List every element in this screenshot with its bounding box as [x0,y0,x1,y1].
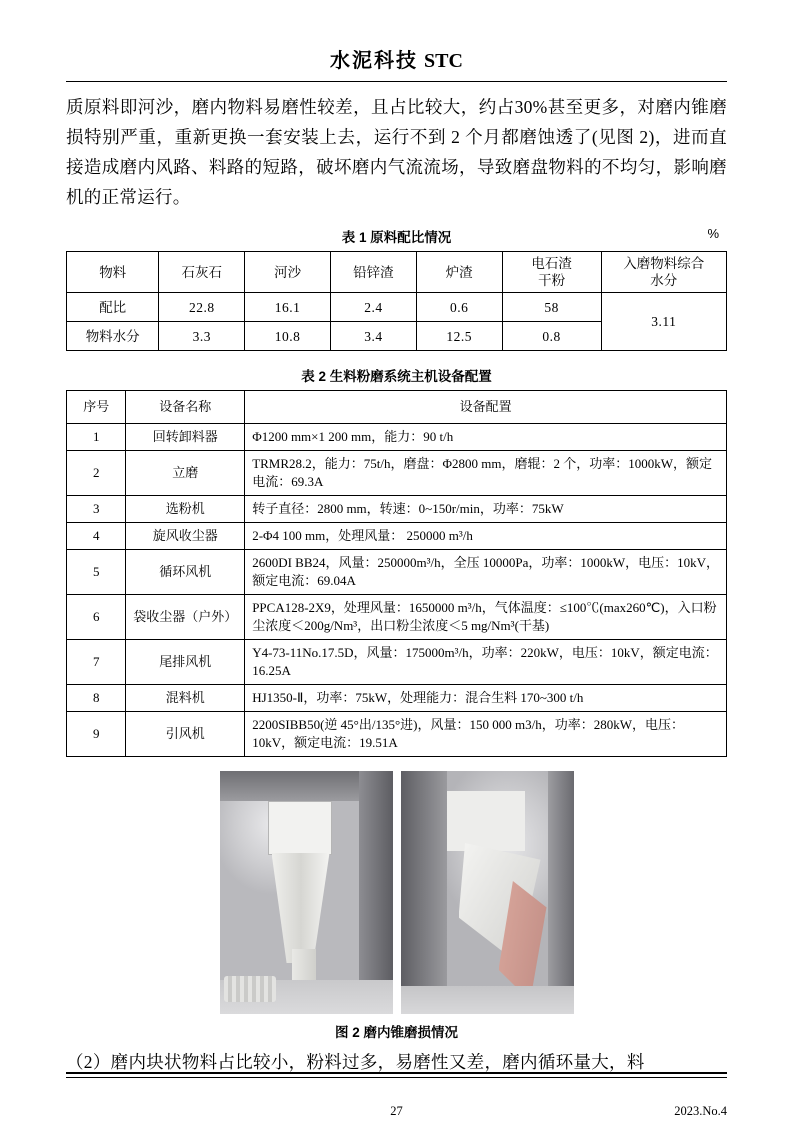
table2-row1-config: TRMR28.2，能力：75t/h，磨盘：Φ2800 mm，磨辊：2 个，功率：1000kW，额定电流：69.3A [245,451,727,496]
table2-row1-no: 2 [67,451,126,496]
table1-header-3: 铅锌渣 [330,252,416,293]
table1-header-6-line2: 水分 [650,273,678,288]
table1-row1-cell2: 3.4 [330,322,416,351]
table-row [67,451,727,496]
footer-divider-thick [66,1072,727,1074]
photo-left-mill-cone-wear [220,771,393,1014]
table2-row1-name: 立磨 [126,451,245,496]
table1-caption [66,226,727,246]
figure-2-images [66,771,727,1014]
table1-row0-cell0: 22.8 [159,293,245,322]
photo-left-pipe [224,976,276,1002]
footer-divider-thin [66,1077,727,1078]
table2-row8-no: 9 [67,712,126,757]
table1-row0-cell3: 0.6 [416,293,502,322]
raw-material-ratio-table [66,251,727,351]
table2-row8-config: 2200SIBB50(逆 45°出/135°进)，风量：150 000 m3/h，功率：280kW，电压：10kV，额定电流：19.51A [245,712,727,757]
table1-header-0: 物料 [67,252,159,293]
table1-header-4: 炉渣 [416,252,502,293]
figure-2-caption: 图 2 磨内锥磨损情况 [334,1025,458,1040]
table2-row3-config: 2-Φ4 100 mm，处理风量： 250000 m³/h [245,523,727,550]
table1-unit: % [707,226,719,241]
page-content [66,0,727,1077]
table-row [67,424,727,451]
journal-title: 水泥科技 [330,50,419,72]
table2-header-1: 设备名称 [126,391,245,424]
table2-row6-name: 尾排风机 [126,640,245,685]
table1-row0-cell4: 58 [502,293,601,322]
table2-row2-name: 选粉机 [126,496,245,523]
table2-row7-no: 8 [67,685,126,712]
table2-row0-name: 回转卸料器 [126,424,245,451]
table1-header-6 [601,252,726,293]
table-row [67,523,727,550]
issue-label: 2023.No.4 [674,1104,727,1118]
photo-right-panel [447,791,525,851]
table1-row1-label: 物料水分 [67,322,159,351]
table2-row6-config: Y4-73-11No.17.5D，风量：175000m³/h，功率：220kW，电压：10kV，额定电流：16.25A [245,640,727,685]
table-row [67,685,727,712]
table-row [67,595,727,640]
journal-abbreviation: STC [424,50,463,72]
table2-caption [66,365,727,385]
table2-row4-config: 2600DI BB24，风量：250000m³/h，全压 10000Pa，功率：1000kW，电压：10kV，额定电流：69.04A [245,550,727,595]
table2-row4-name: 循环风机 [126,550,245,595]
photo-left-cone-duct [272,853,330,963]
table1-row1-cell3: 12.5 [416,322,502,351]
table1-row0-label: 配比 [67,293,159,322]
photo-right-left-shadow [401,771,447,1014]
body-paragraph-top: 质原料即河沙，磨内物料易磨性较差，且占比较大，约占30%甚至更多，对磨内锥磨损特别严重，重新更换一套安装上去，运行不到 2 个月都磨蚀透了(见图 2)，进而直接造成磨内风路、料路的短路，破坏磨内气流流场，导致磨盘物料的不均匀，影响磨机的正常运行。 [66,97,727,207]
table1-row1-cell0: 3.3 [159,322,245,351]
table2-row0-no: 1 [67,424,126,451]
table-row [67,496,727,523]
photo-left-panel [268,801,332,855]
table-row [67,293,727,322]
table2-row7-config: HJ1350-Ⅱ，功率：75kW，处理能力：混合生料 170~300 t/h [245,685,727,712]
table2-header-0: 序号 [67,391,126,424]
table2-row3-no: 4 [67,523,126,550]
photo-left-right-shadow [359,771,393,1014]
table1-header-2: 河沙 [245,252,331,293]
table-row [67,252,727,293]
table2-row6-no: 7 [67,640,126,685]
equipment-configuration-table [66,390,727,757]
table1-row0-cell2: 2.4 [330,293,416,322]
journal-header [66,0,727,73]
table2-row8-name: 引风机 [126,712,245,757]
photo-right-mill-cone-wear [401,771,574,1014]
table2-row0-config: Φ1200 mm×1 200 mm，能力：90 t/h [245,424,727,451]
table1-caption-text: 表 1 原料配比情况 [341,230,452,245]
body-paragraph-bottom: （2）磨内块状物料占比较小，粉料过多，易磨性又差，磨内循环量大，料 [66,1052,645,1072]
table2-row5-name: 袋收尘器（户外） [126,595,245,640]
table-row [67,640,727,685]
table1-row0-cell1: 16.1 [245,293,331,322]
table1-row1-cell1: 10.8 [245,322,331,351]
photo-right-right-shadow [548,771,574,1014]
table1-header-5 [502,252,601,293]
table-row [67,712,727,757]
table2-header-2: 设备配置 [245,391,727,424]
table2-caption-text: 表 2 生料粉磨系统主机设备配置 [301,369,492,384]
page-number: 27 [390,1104,403,1118]
table1-header-6-line1: 入磨物料综合 [623,256,705,271]
table2-row5-no: 6 [67,595,126,640]
table2-row2-no: 3 [67,496,126,523]
photo-right-floor [401,986,574,1014]
table1-header-1: 石灰石 [159,252,245,293]
table2-row2-config: 转子直径：2800 mm，转速：0~150r/min，功率：75kW [245,496,727,523]
table-row [67,391,727,424]
table2-row3-name: 旋风收尘器 [126,523,245,550]
table-row [67,550,727,595]
table1-header-5-line2: 干粉 [538,273,566,288]
header-divider [66,81,727,82]
table2-row7-name: 混料机 [126,685,245,712]
table2-row5-config: PPCA128-2X9，处理风量：1650000 m³/h，气体温度：≤100℃(max260℃)，入口粉尘浓度＜200g/Nm³，出口粉尘浓度＜5 mg/Nm³(干基) [245,595,727,640]
table2-row4-no: 5 [67,550,126,595]
table1-row1-cell4: 0.8 [502,322,601,351]
table1-header-5-line1: 电石渣 [531,256,572,271]
table1-merged-moisture: 3.11 [601,293,726,351]
